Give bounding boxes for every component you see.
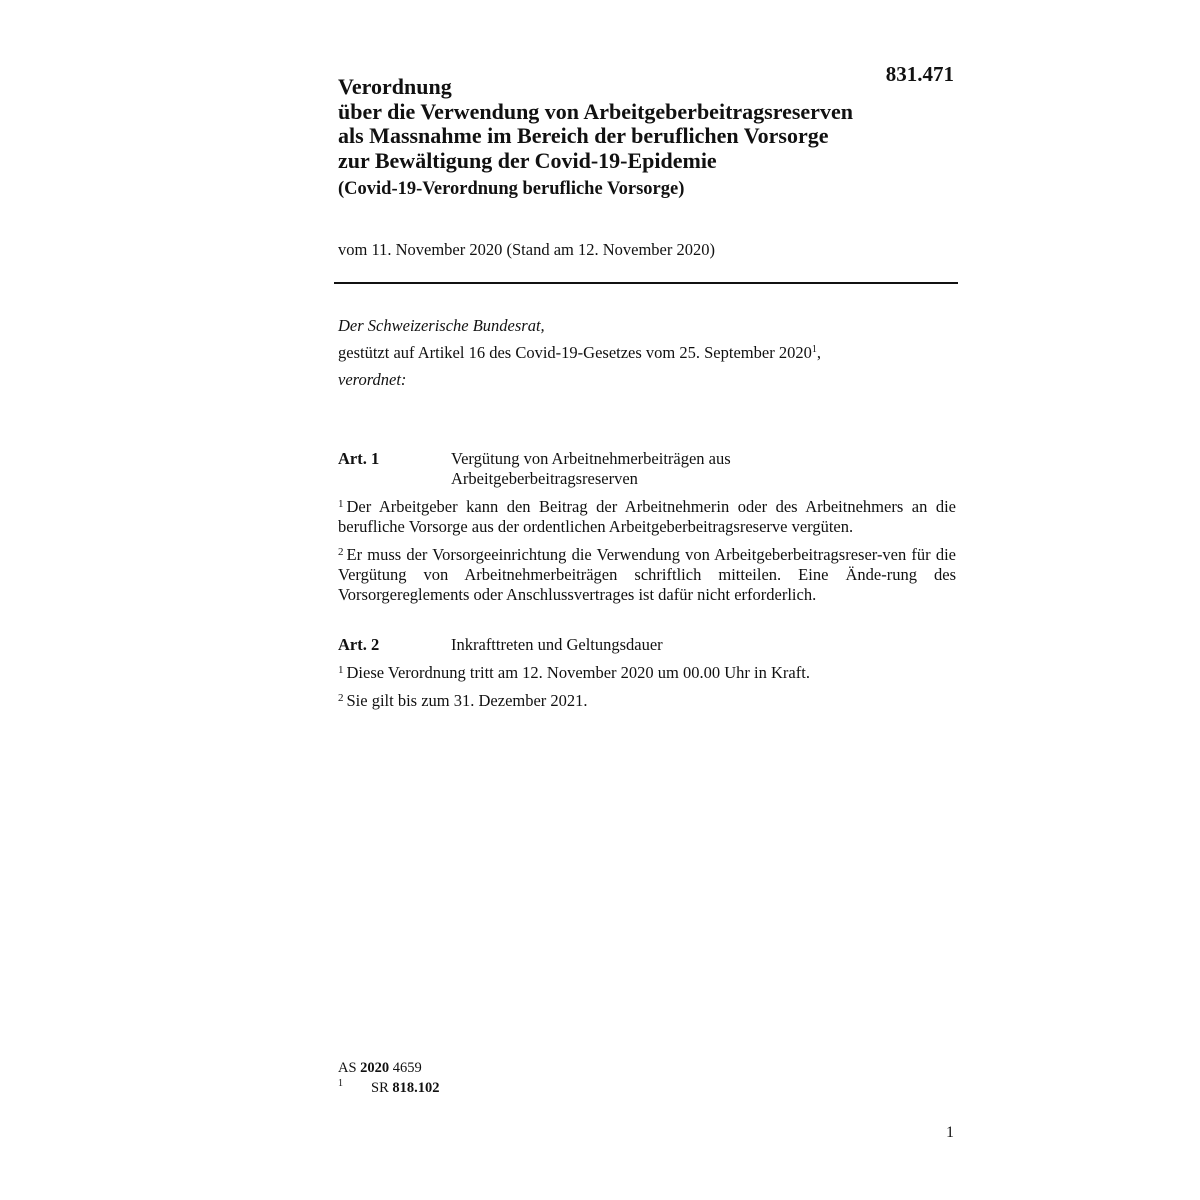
article-title (451, 449, 956, 489)
as-page: 4659 (392, 1060, 422, 1076)
article-title-line: Inkrafttreten und Geltungsdauer (451, 635, 663, 654)
footnote-mark: 1 (338, 1078, 343, 1089)
article-heading (338, 635, 956, 655)
paragraph-text: Er muss der Vorsorgeeinrichtung die Verwendung von Arbeitgeberbeitragsreser-ven für die Vergütung von Arbeitnehmerbeiträgen schriftlich mitteilen. Eine Ände-rung des Vorsorgereglements oder Anschlussvertrages ist dafür nicht erforderlich. (338, 545, 956, 604)
article-title-line: Arbeitgeberbeitragsreserven (451, 469, 638, 488)
as-prefix: AS (338, 1060, 357, 1076)
short-title: (Covid-19-Verordnung berufliche Vorsorge) (338, 179, 685, 199)
article-number: Art. 1 (338, 449, 380, 468)
article-heading (338, 449, 956, 489)
as-year: 2020 (360, 1060, 390, 1076)
title-line: über die Verwendung von Arbeitgeberbeitragsreserven (338, 98, 853, 124)
date-line: vom 11. November 2020 (Stand am 12. November 2020) (338, 240, 715, 259)
preamble-basis-end: , (816, 343, 821, 362)
footnote-ref[interactable]: 1 (811, 344, 817, 355)
article-number: Art. 2 (338, 635, 380, 654)
page-number: 1 (946, 1124, 954, 1141)
paragraph (338, 545, 956, 605)
paragraph-number: 1 (338, 498, 344, 510)
paragraph (338, 497, 956, 537)
title-line: zur Bewältigung der Covid-19-Epidemie (338, 147, 717, 173)
paragraph (338, 663, 956, 683)
paragraph-text: Der Arbeitgeber kann den Beitrag der Arbeitnehmerin oder des Arbeitnehmers an die berufliche Vorsorge aus der ordentlichen Arbeitgeberbeitragsreserve vergüten. (338, 497, 956, 536)
sr-number: 831.471 (885, 62, 954, 86)
divider-rule (334, 282, 958, 284)
footnote-prefix: SR (371, 1080, 389, 1096)
paragraph-text: Diese Verordnung tritt am 12. November 2020 um 00.00 Uhr in Kraft. (346, 663, 810, 682)
title-line: Verordnung (338, 74, 452, 99)
article-1 (338, 449, 956, 605)
paragraph-number: 2 (338, 692, 344, 704)
article-title-line: Vergütung von Arbeitnehmerbeiträgen aus (451, 449, 731, 468)
footnote-sr-number[interactable]: 818.102 (392, 1080, 440, 1096)
preamble (338, 312, 821, 393)
paragraph (338, 691, 956, 711)
paragraph-text: Sie gilt bis zum 31. Dezember 2021. (346, 691, 588, 710)
article-2 (338, 635, 956, 711)
preamble-basis (338, 339, 821, 366)
paragraph-number: 1 (338, 664, 344, 676)
document-title (338, 75, 938, 173)
footnote-1 (338, 1078, 440, 1098)
article-title (451, 635, 956, 655)
paragraph-number: 2 (338, 546, 344, 558)
preamble-authority: Der Schweizerische Bundesrat, (338, 316, 545, 335)
title-line: als Massnahme im Bereich der beruflichen Vorsorge (338, 123, 829, 148)
preamble-basis-text: gestützt auf Artikel 16 des Covid-19-Gesetzes vom 25. September 2020 (338, 343, 812, 362)
preamble-enacts: verordnet: (338, 370, 407, 389)
footnotes (338, 1058, 440, 1098)
